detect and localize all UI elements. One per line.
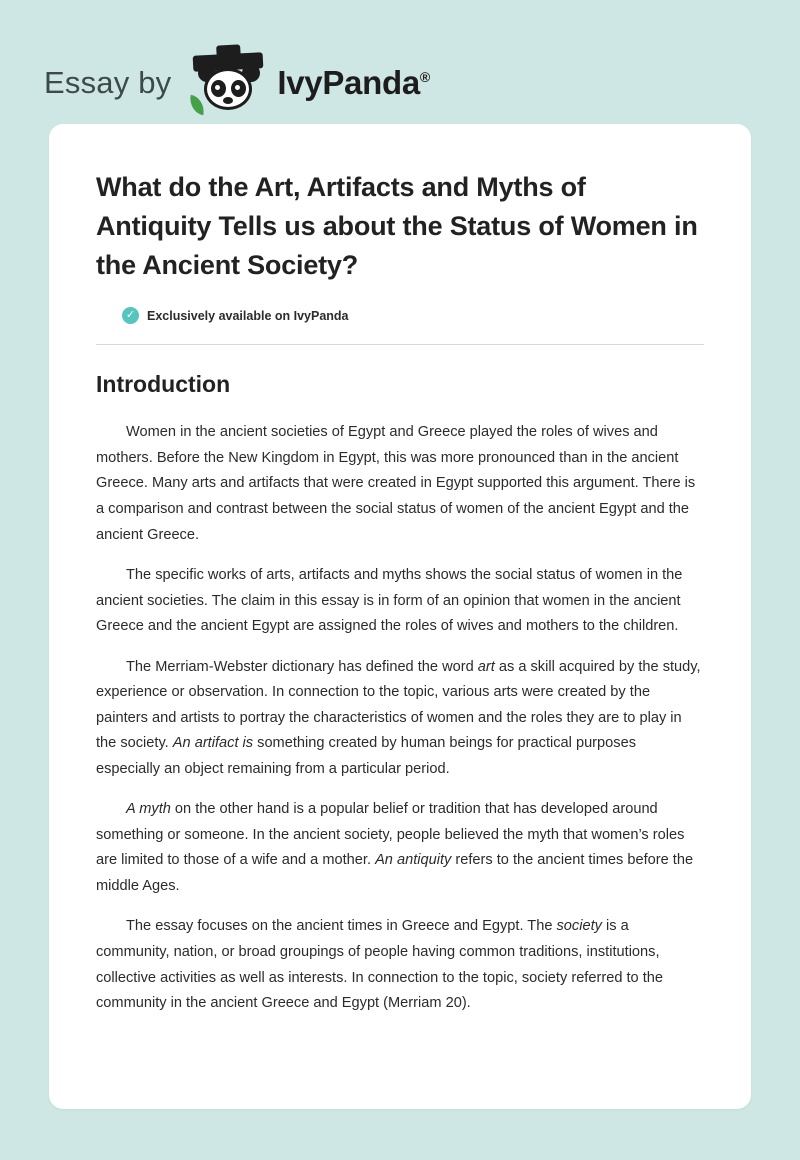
- status-badge: [122, 307, 704, 324]
- paragraph-3: [96, 655, 704, 783]
- brand-name-label: [277, 64, 430, 102]
- paragraph-3-part2: as a skill acquired by the study, experience or observation. In connection to the topic, various arts were created by the painters and artists to portray the characteristics of women and the roles they are to play in the society.: [96, 658, 701, 752]
- status-badge-label: Exclusively available on IvyPanda: [147, 308, 349, 323]
- page-title: What do the Art, Artifacts and Myths of Antiquity Tells us about the Status of Women in the Ancient Society?: [96, 172, 698, 281]
- brand-name-text: IvyPanda: [277, 64, 420, 101]
- paragraph-4-part2: refers to the ancient times before the middle Ages.: [96, 852, 694, 894]
- paragraph-2: The specific works of arts, artifacts and myths shows the social status of women in the ancient societies. The claim in this essay is in form of an opinion that women in the ancient Greece and the ancient Egypt are assigned the roles of wives and mothers to the children.: [96, 567, 683, 635]
- ivypanda-logo: [185, 52, 430, 114]
- panda-graduate-icon: [185, 52, 271, 114]
- essay-card: [49, 124, 751, 1109]
- paragraph-5-part2: is a community, nation, or broad groupings of people having common traditions, institutions, collective activities as well as interests. In connection to the topic, society referred to the community in the ancient Greece and Egypt (Merriam 20).: [96, 918, 663, 1012]
- title-divider: [96, 344, 704, 345]
- paragraph-3-emphasis-2: An artifact is: [172, 735, 254, 752]
- site-brand-header: [0, 0, 800, 124]
- paragraph-4: [96, 797, 704, 899]
- registered-mark: ®: [419, 69, 430, 85]
- paragraph-5-part1: The essay focuses on the ancient times in Greece and Egypt. The: [126, 918, 557, 935]
- section-heading-introduction: Introduction: [96, 371, 231, 398]
- brand-prefix-label: Essay by: [44, 65, 172, 100]
- paragraph-3-part3: something created by human beings for practical purposes especially an object remaining from a particular period.: [96, 735, 636, 777]
- paragraph-3-emphasis-1: art: [477, 658, 495, 675]
- check-circle-icon: ✓: [122, 307, 139, 324]
- paragraph-5: [96, 914, 704, 1016]
- paragraph-4-emphasis-2: An antiquity: [375, 852, 452, 869]
- paragraph-1: Women in the ancient societies of Egypt and Greece played the roles of wives and mothers. Before the New Kingdom in Egypt, this was more pronounced than in the ancient Greece. Many arts and artifacts that were created in Egypt supported this argument. There is a comparison and contrast between the social status of women of the ancient Egypt and the ancient Greece.: [96, 424, 696, 543]
- paragraph-4-part1: on the other hand is a popular belief or tradition that has developed around something or someone. In the ancient society, people believed the myth that women’s roles are limited to those of a wife and a mother.: [96, 801, 685, 869]
- paragraph-4-emphasis-1: A myth: [126, 801, 171, 818]
- paragraph-3-part1: The Merriam-Webster dictionary has defined the word: [126, 658, 478, 675]
- paragraph-5-emphasis-1: society: [556, 918, 602, 935]
